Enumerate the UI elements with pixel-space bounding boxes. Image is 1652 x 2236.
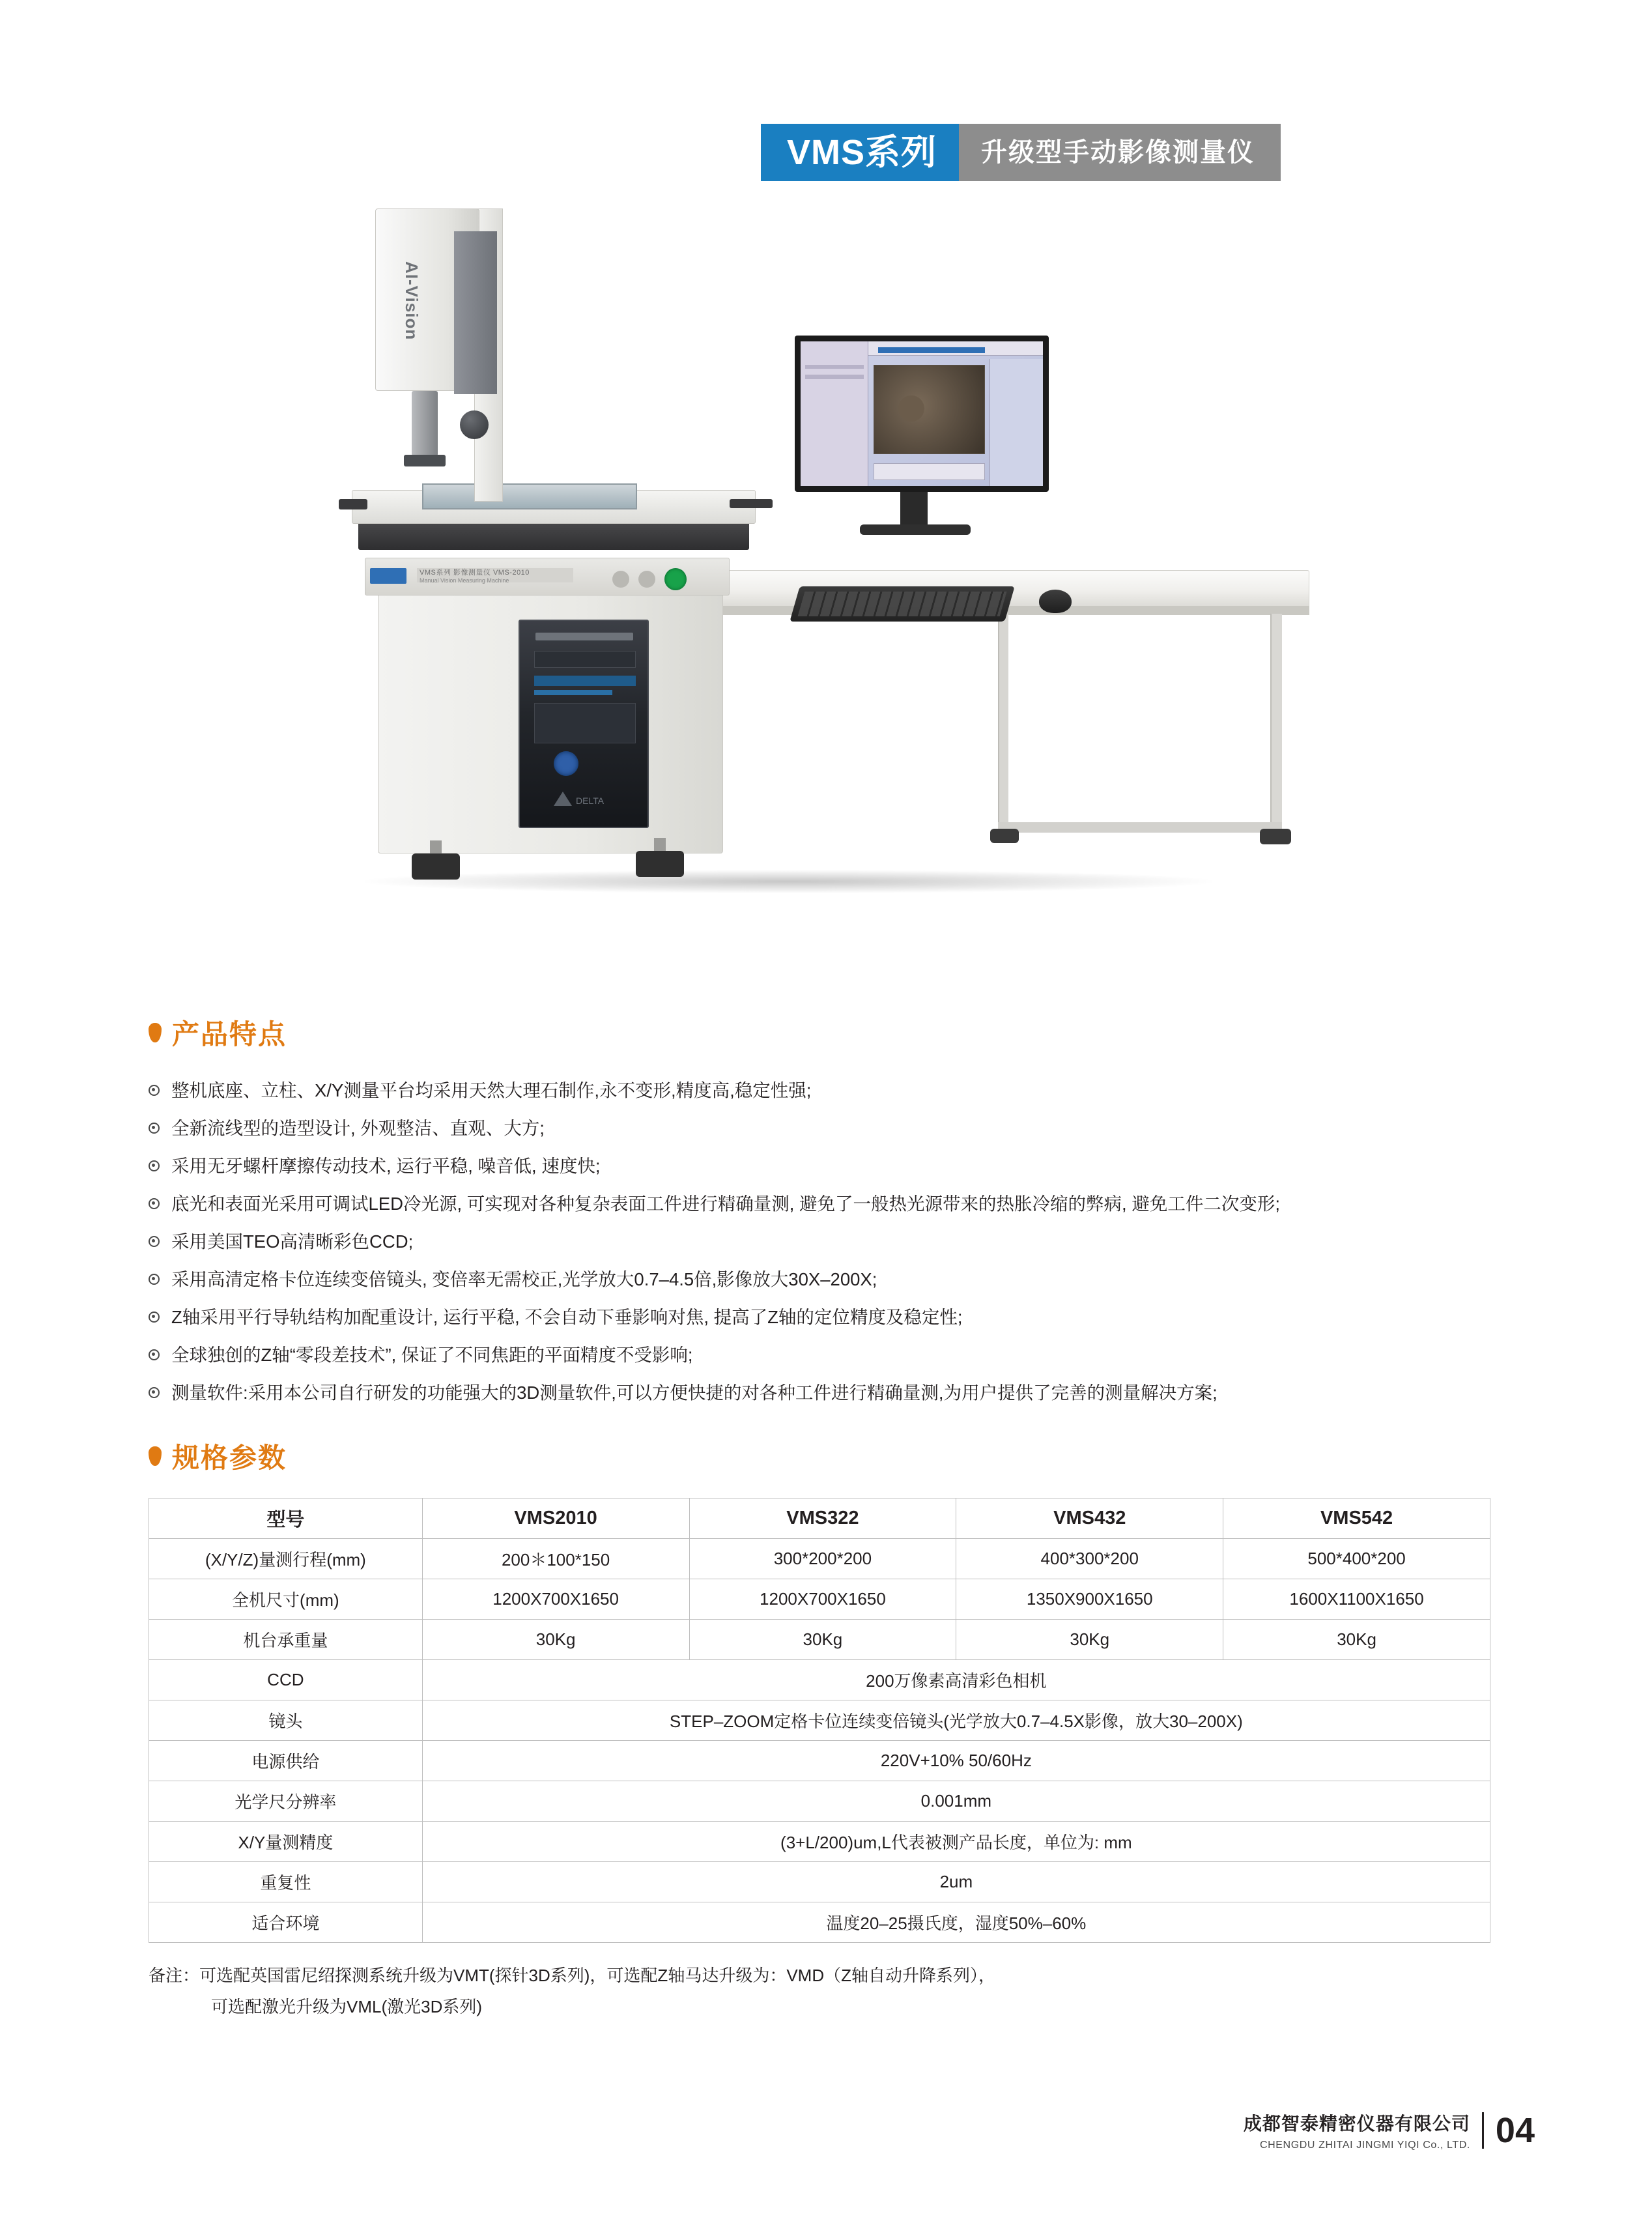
machine-brand-badge [370,568,406,584]
table-cell: 220V+10% 50/60Hz [422,1741,1490,1781]
specs-heading [149,1437,1490,1476]
table-cell: 30Kg [422,1620,689,1660]
footer [1244,2110,1535,2151]
table-cell-label: CCD [149,1660,423,1700]
table-row [149,1781,1490,1822]
table-cell: 200万像素高清彩色相机 [422,1660,1490,1700]
list-item [149,1147,1280,1185]
software-results-panel [874,463,985,481]
table-row [149,1700,1490,1741]
company-name-cn: 成都智泰精密仪器有限公司 [1243,2114,1470,2134]
header-banner [761,124,1517,181]
table-header-cell: VMS432 [956,1498,1223,1539]
desk-leg-left [998,614,1008,829]
bullet-icon [149,1085,160,1096]
measured-part-image [874,365,985,455]
table-cell: 30Kg [956,1620,1223,1660]
stage-handle-right [730,499,773,508]
table-header-cell: VMS322 [689,1498,956,1539]
features-heading-text: 产品特点 [172,1019,287,1050]
table-cell: 0.001mm [422,1781,1490,1822]
list-item [149,1110,1280,1147]
monitor-screen [801,341,1043,486]
software-row-1 [805,365,863,369]
footer-divider [1482,2112,1484,2149]
feature-text: 底光和表面光采用可调试LED冷光源, 可实现对各种复杂表面工件进行精确量测, 避免了一般热光源带来的热胀冷缩的弊病, 避免工件二次变形; [171,1194,1280,1214]
machine-cabinet [378,593,723,853]
table-cell: 1600X1100X1650 [1223,1579,1490,1620]
drop-icon [149,1023,162,1042]
power-button-icon [554,751,578,776]
table-cell: 400*300*200 [956,1539,1223,1579]
table-cell: 2um [422,1862,1490,1902]
lens-ring [404,455,446,466]
table-header-cell: VMS542 [1223,1498,1490,1539]
table-cell: (3+L/200)um,L代表被测产品长度，单位为: mm [422,1822,1490,1862]
table-row [149,1660,1490,1700]
floor-shadow [365,870,1212,893]
table-row [149,1741,1490,1781]
control-knob-2 [638,571,655,588]
table-cell: 1200X700X1650 [689,1579,956,1620]
table-cell-label: 机台承重量 [149,1620,423,1660]
desk-foot-left [990,829,1019,843]
table-cell: STEP–ZOOM定格卡位连续变倍镜头(光学放大0.7–4.5X影像，放大30–200X) [422,1700,1490,1741]
table-cell: 30Kg [1223,1620,1490,1660]
bullet-icon [149,1274,160,1285]
table-cell: 200＊100*150 [422,1539,689,1579]
product-photo [339,195,1381,964]
bullet-icon [149,1312,160,1323]
remark-line-1: 备注：可选配英国雷尼绍探测系统升级为VMT(探针3D系列)，可选配Z轴马达升级为：VMD（Z轴自动升降系列）， [149,1966,995,1985]
machine-brand-text: AI-Vision [402,261,421,341]
keyboard-keys [798,592,1007,616]
table-cell: 温度20–25摄氏度，湿度50%–60% [422,1902,1490,1943]
zoom-lens-tube [412,391,438,456]
features-section [149,1013,1280,1412]
specifications-section [149,1437,1490,2022]
table-row [149,1620,1490,1660]
table-cell: 300*200*200 [689,1539,956,1579]
feature-text: Z轴采用平行导轨结构加配重设计, 运行平稳, 不会自动下垂影响对焦, 提高了Z轴的定位精度及稳定性; [171,1307,963,1327]
series-subtitle: 升级型手动影像测量仪 [959,124,1281,181]
table-cell: 1350X900X1650 [956,1579,1223,1620]
table-cell: 500*400*200 [1223,1539,1490,1579]
table-row [149,1539,1490,1579]
feature-text: 整机底座、立柱、X/Y测量平台均采用天然大理石制作,永不变形,精度高,稳定性强; [171,1080,812,1100]
table-cell-label: X/Y量测精度 [149,1822,423,1862]
table-cell: 30Kg [689,1620,956,1660]
page-number: 04 [1495,2111,1535,2150]
bullet-icon [149,1349,160,1360]
table-row-header [149,1498,1490,1539]
table-cell-label: 光学尺分辨率 [149,1781,423,1822]
table-cell: 1200X700X1650 [422,1579,689,1620]
series-title: VMS系列 [761,124,959,181]
list-item [149,1185,1280,1223]
monitor-neck [900,492,928,526]
table-row [149,1579,1490,1620]
table-cell-label: 全机尺寸(mm) [149,1579,423,1620]
table-cell-label: 适合环境 [149,1902,423,1943]
feature-text: 测量软件:采用本公司自行研发的功能强大的3D测量软件,可以方便快捷的对各种工件进行精确量测,为用户提供了完善的测量解决方案; [171,1383,1218,1403]
stage-glass-plate [422,483,637,509]
feature-list [149,1072,1280,1412]
software-row-2 [805,375,863,379]
table-row [149,1822,1490,1862]
specifications-table [149,1498,1490,1943]
machine-label-line2: Manual Vision Measuring Machine [420,577,509,584]
tower-badge [535,633,633,640]
software-side-panel [801,341,868,486]
feature-text: 全球独创的Z轴“零段差技术”, 保证了不同焦距的平面精度不受影响; [171,1345,693,1365]
feature-text: 采用无牙螺杆摩擦传动技术, 运行平稳, 噪音低, 速度快; [171,1156,601,1176]
features-heading [149,1013,1280,1052]
bullet-icon [149,1236,160,1247]
list-item [149,1374,1280,1412]
company-name-en: CHENGDU ZHITAI JINGMI YIQI Co., LTD. [1259,2140,1470,2151]
focus-knob [460,410,489,439]
specs-heading-text: 规格参数 [172,1442,287,1473]
table-cell-label: 镜头 [149,1700,423,1741]
machine-foot-right [636,851,684,877]
tower-front-panel [534,703,636,743]
bullet-icon [149,1123,160,1134]
remark-line-2: 可选配激光升级为VML(激光3D系列) [211,1997,483,2016]
machine-foot-left [412,853,460,880]
table-header-cell: VMS2010 [422,1498,689,1539]
table-cell-label: 电源供给 [149,1741,423,1781]
desk-leg-crossbar [998,822,1282,833]
specs-remark [149,1960,1490,2022]
control-knob-1 [612,571,629,588]
feature-text: 采用高清定格卡位连续变倍镜头, 变倍率无需校正,光学放大0.7–4.5倍,影像放大30X–200X; [171,1269,877,1289]
list-item [149,1298,1280,1336]
power-indicator-icon [664,568,687,590]
list-item [149,1261,1280,1298]
feature-text: 全新流线型的造型设计, 外观整洁、直观、大方; [171,1118,545,1138]
z-axis-head [375,208,479,391]
monitor [795,336,1049,492]
tower-strip-secondary [534,690,612,695]
table-row [149,1902,1490,1943]
keyboard [790,586,1014,622]
list-item [149,1336,1280,1374]
stage-handle-left [339,499,367,509]
z-head-panel [454,231,497,394]
table-cell-label: 重复性 [149,1862,423,1902]
software-progress-bar [878,347,985,353]
mouse [1039,590,1072,613]
desk-leg-right [1270,614,1282,829]
computer-tower [519,620,649,828]
tower-strip [534,676,636,686]
software-right-panel [990,359,1043,486]
table-cell-label: (X/Y/Z)量测行程(mm) [149,1539,423,1579]
monitor-stand [860,524,971,535]
bullet-icon [149,1198,160,1209]
tower-drive-bay [534,651,636,668]
desk-foot-right [1260,829,1291,844]
tower-logo-icon [554,792,572,806]
drop-icon [149,1446,162,1466]
granite-base [358,520,749,550]
footer-company [1244,2110,1470,2151]
machine-label-line1: VMS系列 影像测量仪 VMS-2010 [420,569,530,577]
table-row [149,1862,1490,1902]
table-header-cell: 型号 [149,1498,423,1539]
bullet-icon [149,1387,160,1398]
feature-text: 采用美国TEO高清晰彩色CCD; [171,1231,414,1252]
list-item [149,1072,1280,1110]
tower-logo-text: DELTA [576,796,605,806]
list-item [149,1223,1280,1261]
bullet-icon [149,1160,160,1171]
